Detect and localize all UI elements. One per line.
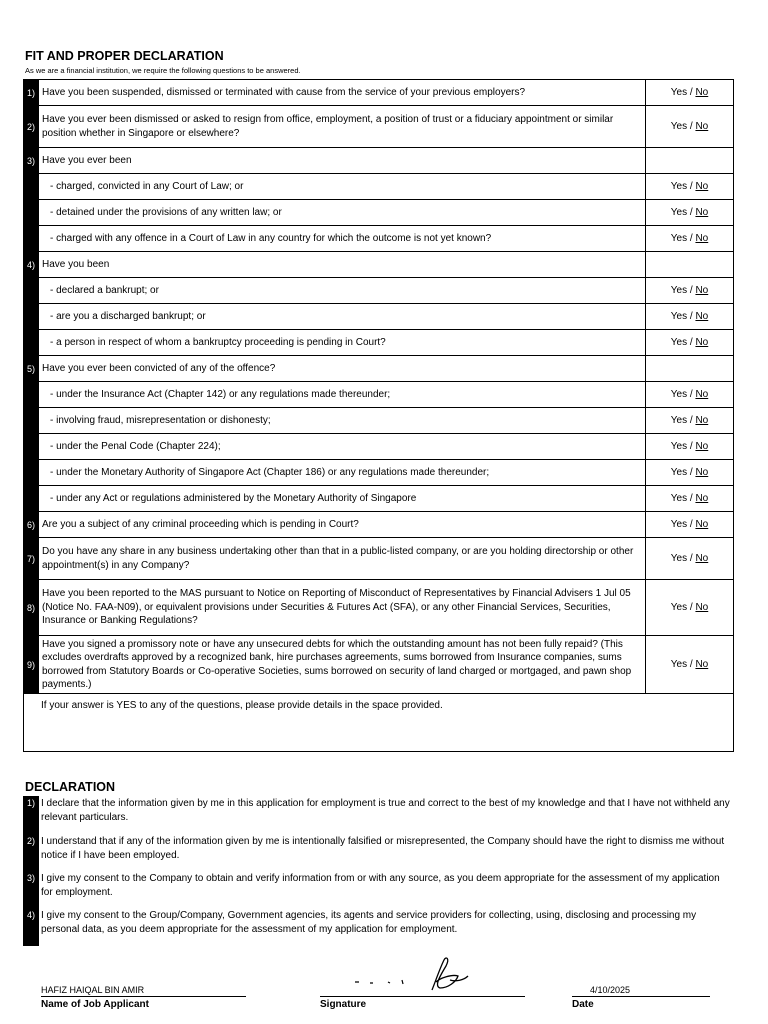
question-number: 9) — [24, 636, 39, 694]
question-number: 4) — [24, 252, 39, 278]
answer-no-selected[interactable]: No — [695, 659, 709, 670]
question-text — [39, 200, 646, 226]
question-text-content: Have you signed a promissory note or have any unsecured debts for which the outstanding amount has not been fully repaid? (This excludes overdrafts approved by a recognized bank, hire purchases agreements, sums borrowed from Insurance companies, sums borrowed from Statutory Boards or Co-operative Societies, sums borrowed on security of land charged or mortgaged, and pawn shop payments.) — [42, 638, 632, 690]
question-text-content: - involving fraud, misrepresentation or dishonesty; — [50, 414, 271, 426]
question-number — [24, 460, 39, 486]
question-text-content: - a person in respect of whom a bankruptcy proceeding is pending in Court? — [50, 336, 386, 348]
question-row — [24, 408, 734, 434]
answer-cell[interactable] — [646, 226, 734, 252]
question-text — [39, 174, 646, 200]
question-text — [39, 382, 646, 408]
answer-cell[interactable] — [646, 434, 734, 460]
answer-cell[interactable] — [646, 512, 734, 538]
answer-separator: / — [687, 659, 696, 670]
answer-cell[interactable] — [646, 636, 734, 694]
question-number: 5) — [24, 356, 39, 382]
answer-separator: / — [687, 389, 696, 400]
question-row — [24, 434, 734, 460]
question-row — [24, 538, 734, 580]
answer-no-selected[interactable]: No — [695, 441, 709, 452]
question-text-content: - are you a discharged bankrupt; or — [50, 310, 206, 322]
answer-no-selected[interactable]: No — [695, 121, 709, 132]
answer-no-selected[interactable]: No — [695, 602, 709, 613]
answer-yes[interactable]: Yes — [670, 207, 688, 218]
answer-cell[interactable] — [646, 80, 734, 106]
declaration-num: 1) — [26, 798, 35, 808]
question-text-content: - under the Penal Code (Chapter 224); — [50, 440, 221, 452]
question-text — [39, 486, 646, 512]
answer-no-selected[interactable]: No — [695, 207, 709, 218]
answer-yes[interactable]: Yes — [670, 467, 688, 478]
applicant-name-line — [41, 996, 246, 997]
answer-cell[interactable] — [646, 460, 734, 486]
date-label: Date — [572, 999, 594, 1010]
answer-separator: / — [687, 233, 696, 244]
answer-separator: / — [687, 519, 696, 530]
question-text-content: Have you ever been dismissed or asked to resign from office, employment, a position of trust or a fiduciary appointment or similar position whether in Singapore or elsewhere? — [42, 114, 614, 139]
question-number — [24, 200, 39, 226]
question-row — [24, 460, 734, 486]
question-text-content: - charged with any offence in a Court of Law in any country for which the outcome is not yet known? — [50, 232, 492, 244]
details-instruction: If your answer is YES to any of the questions, please provide details in the space provided. — [41, 700, 443, 711]
answer-cell — [646, 356, 734, 382]
question-row — [24, 512, 734, 538]
question-text — [39, 252, 646, 278]
question-row — [24, 356, 734, 382]
question-text-content: Do you have any share in any business undertaking other than that in a public-listed company, or are you holding directorship or other appointment(s) in any Company? — [42, 546, 634, 571]
question-text-content: - declared a bankrupt; or — [50, 284, 159, 296]
question-number — [24, 382, 39, 408]
question-text — [39, 512, 646, 538]
answer-cell — [646, 148, 734, 174]
answer-separator: / — [687, 337, 696, 348]
answer-yes[interactable]: Yes — [670, 553, 688, 564]
question-row — [24, 106, 734, 148]
answer-separator: / — [687, 181, 696, 192]
answer-yes[interactable]: Yes — [670, 337, 688, 348]
answer-no-selected[interactable]: No — [695, 311, 709, 322]
question-row — [24, 382, 734, 408]
question-text — [39, 434, 646, 460]
answer-cell[interactable] — [646, 304, 734, 330]
question-text-content: Have you been reported to the MAS pursuant to Notice on Reporting of Misconduct of Representatives by Financial Advisers 1 Jul 05 (Notice No. FAA-N09), or equivalent provisions under Securities & Futures Act (SFA), or any other Financial Services, Securities, Insurance or Banking Regulations? — [42, 588, 631, 627]
question-text — [39, 278, 646, 304]
question-row — [24, 278, 734, 304]
question-row — [24, 636, 734, 694]
declaration-bar — [23, 796, 39, 946]
question-text — [39, 148, 646, 174]
answer-no-selected[interactable]: No — [695, 467, 709, 478]
declaration-num: 4) — [26, 910, 35, 920]
declaration-title: DECLARATION — [25, 780, 116, 794]
question-row — [24, 226, 734, 252]
question-number: 3) — [24, 148, 39, 174]
question-text — [39, 580, 646, 636]
declaration-num: 2) — [26, 836, 35, 846]
answer-no-selected[interactable]: No — [695, 553, 709, 564]
answer-no-selected[interactable]: No — [695, 519, 709, 530]
question-text-content: Have you ever been — [42, 154, 132, 166]
declaration-text: I understand that if any of the information given by me is intentionally falsified or misrepresented, the Company should have the right to dismiss me without notice if I have been employed. — [41, 836, 725, 861]
answer-yes[interactable]: Yes — [670, 233, 688, 244]
answer-separator: / — [687, 87, 696, 98]
answer-cell[interactable] — [646, 200, 734, 226]
question-row — [24, 486, 734, 512]
answer-yes[interactable]: Yes — [670, 441, 688, 452]
answer-separator: / — [687, 467, 696, 478]
answer-yes[interactable]: Yes — [670, 519, 688, 530]
question-number: 7) — [24, 538, 39, 580]
date-line — [572, 996, 710, 997]
signature-label: Signature — [320, 999, 367, 1010]
question-number — [24, 330, 39, 356]
question-text-content: Have you been — [42, 258, 110, 270]
question-text — [39, 80, 646, 106]
question-text — [39, 636, 646, 694]
answer-separator: / — [687, 285, 696, 296]
answer-yes[interactable]: Yes — [670, 493, 688, 504]
question-row — [24, 330, 734, 356]
question-text-content: - detained under the provisions of any written law; or — [50, 206, 282, 218]
question-text-content: - under any Act or regulations administered by the Monetary Authority of Singapore — [50, 492, 417, 504]
answer-cell[interactable] — [646, 330, 734, 356]
question-text-content: - under the Insurance Act (Chapter 142) or any regulations made thereunder; — [50, 388, 391, 400]
answer-yes[interactable]: Yes — [670, 415, 688, 426]
answer-no-selected[interactable]: No — [695, 493, 709, 504]
question-row — [24, 148, 734, 174]
signature-line — [320, 996, 525, 997]
answer-yes[interactable]: Yes — [670, 181, 688, 192]
question-text — [39, 408, 646, 434]
answer-separator: / — [687, 311, 696, 322]
details-row — [24, 694, 734, 752]
answer-no-selected[interactable]: No — [695, 337, 709, 348]
answer-yes[interactable]: Yes — [670, 659, 688, 670]
answer-cell[interactable] — [646, 538, 734, 580]
answer-yes[interactable]: Yes — [670, 285, 688, 296]
question-text — [39, 330, 646, 356]
answer-no-selected[interactable]: No — [695, 87, 709, 98]
question-number — [24, 174, 39, 200]
answer-separator: / — [687, 602, 696, 613]
question-number: 1) — [24, 80, 39, 106]
answer-cell[interactable] — [646, 278, 734, 304]
applicant-name: HAFIZ HAIQAL BIN AMIR — [41, 985, 145, 995]
question-text-content: Are you a subject of any criminal proceeding which is pending in Court? — [42, 518, 359, 530]
answer-no-selected[interactable]: No — [695, 233, 709, 244]
question-number — [24, 408, 39, 434]
answer-cell[interactable] — [646, 408, 734, 434]
page-title: FIT AND PROPER DECLARATION — [25, 49, 224, 63]
question-row — [24, 174, 734, 200]
answer-separator: / — [687, 121, 696, 132]
signature-image — [340, 952, 480, 998]
answer-separator: / — [687, 207, 696, 218]
details-area[interactable] — [24, 694, 734, 752]
question-text-content: Have you been suspended, dismissed or terminated with cause from the service of your previous employers? — [42, 86, 526, 98]
answer-separator: / — [687, 415, 696, 426]
question-row — [24, 80, 734, 106]
question-text-content: - charged, convicted in any Court of Law; or — [50, 180, 244, 192]
answer-yes[interactable]: Yes — [670, 121, 688, 132]
answer-cell[interactable] — [646, 174, 734, 200]
question-row — [24, 252, 734, 278]
declaration-text: I give my consent to the Group/Company, Government agencies, its agents and service providers for collecting, using, disclosing and processing my personal data, as you deem appropriate for the assessment of my application for employment. — [41, 910, 697, 935]
question-text — [39, 356, 646, 382]
question-text-content: Have you ever been convicted of any of the offence? — [42, 362, 276, 374]
answer-cell[interactable] — [646, 106, 734, 148]
date-value: 4/10/2025 — [590, 985, 631, 995]
question-row — [24, 580, 734, 636]
question-text — [39, 538, 646, 580]
question-text — [39, 106, 646, 148]
declaration-text: I declare that the information given by me in this application for employment is true and correct to the best of my knowledge and that I have not withheld any relevant particulars. — [41, 798, 730, 823]
answer-no-selected[interactable]: No — [695, 389, 709, 400]
answer-no-selected[interactable]: No — [695, 285, 709, 296]
answer-separator: / — [687, 553, 696, 564]
question-text — [39, 304, 646, 330]
declaration-text: I give my consent to the Company to obtain and verify information from or with any source, as you deem appropriate for the assessment of my application for employment. — [41, 873, 720, 898]
question-text — [39, 460, 646, 486]
question-number: 6) — [24, 512, 39, 538]
questions-table — [23, 79, 734, 752]
question-number — [24, 278, 39, 304]
page-subtitle: As we are a financial institution, we require the following questions to be answered. — [25, 66, 301, 75]
question-row — [24, 200, 734, 226]
question-number: 8) — [24, 580, 39, 636]
question-text — [39, 226, 646, 252]
answer-no-selected[interactable]: No — [695, 181, 709, 192]
declaration-num: 3) — [26, 873, 35, 883]
question-number: 2) — [24, 106, 39, 148]
answer-yes[interactable]: Yes — [670, 602, 688, 613]
answer-yes[interactable]: Yes — [670, 87, 688, 98]
answer-cell[interactable] — [646, 580, 734, 636]
question-text-content: - under the Monetary Authority of Singapore Act (Chapter 186) or any regulations made thereunder; — [50, 466, 490, 478]
answer-no-selected[interactable]: No — [695, 415, 709, 426]
answer-separator: / — [687, 441, 696, 452]
applicant-name-label: Name of Job Applicant — [41, 999, 149, 1010]
answer-cell[interactable] — [646, 486, 734, 512]
question-number — [24, 486, 39, 512]
question-number — [24, 304, 39, 330]
question-number — [24, 226, 39, 252]
answer-yes[interactable]: Yes — [670, 389, 688, 400]
question-number — [24, 434, 39, 460]
question-row — [24, 304, 734, 330]
answer-yes[interactable]: Yes — [670, 311, 688, 322]
answer-cell — [646, 252, 734, 278]
answer-cell[interactable] — [646, 382, 734, 408]
answer-separator: / — [687, 493, 696, 504]
